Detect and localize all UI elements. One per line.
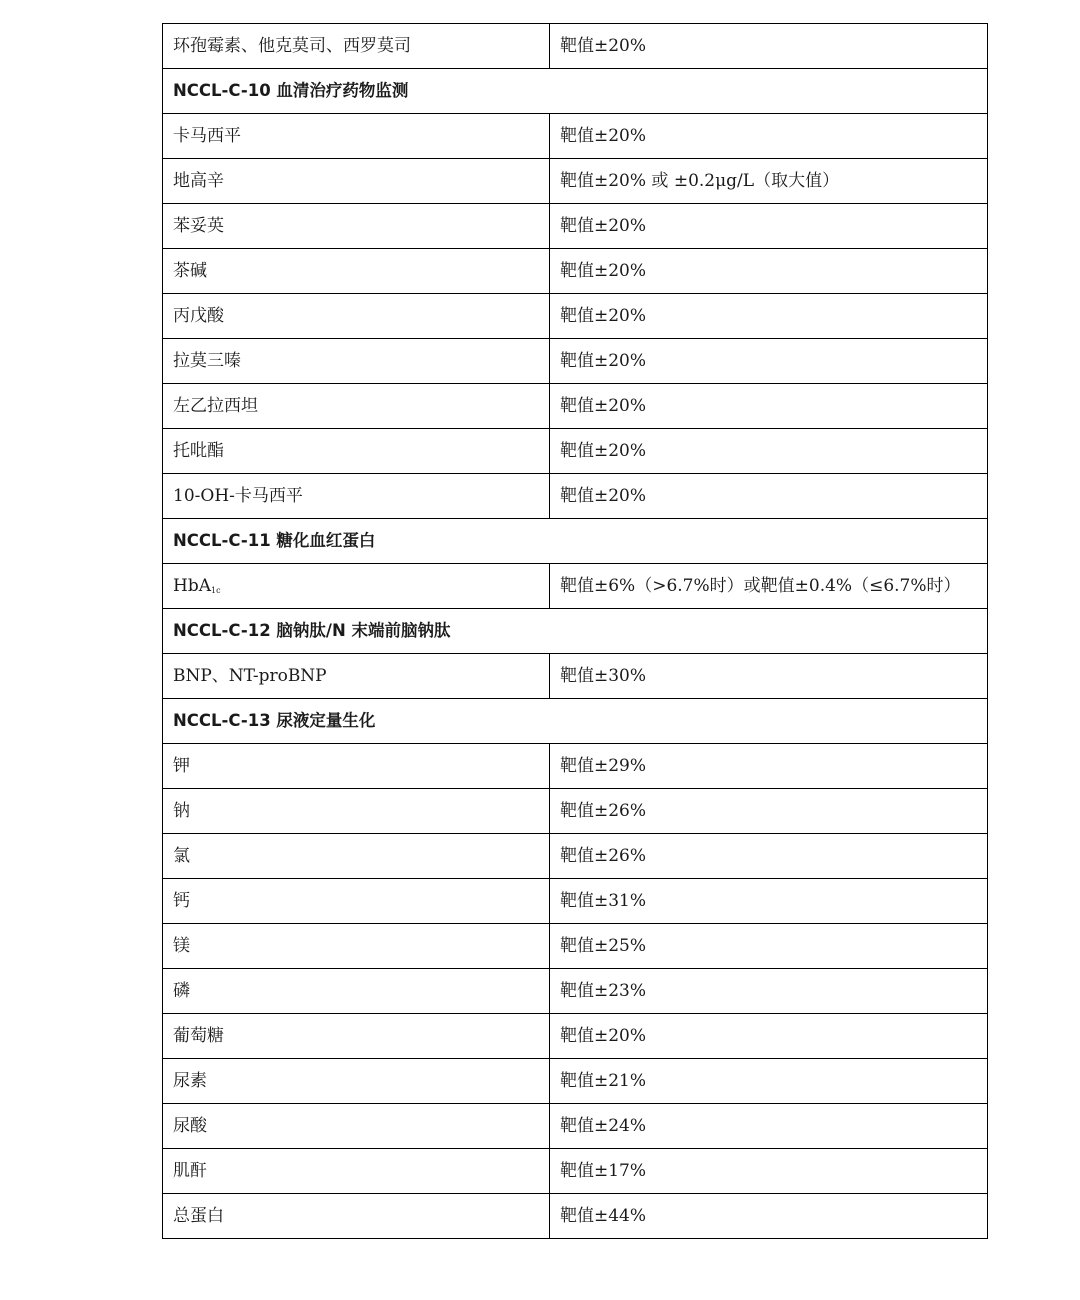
acceptance-criterion: 靶值±20% <box>550 249 988 294</box>
section-title: NCCL-C-12 脑钠肽/N 末端前脑钠肽 <box>163 609 988 654</box>
table-row <box>163 789 988 834</box>
analyte-name: 丙戊酸 <box>163 294 550 339</box>
table-row <box>163 1014 988 1059</box>
analyte-name <box>163 564 550 609</box>
acceptance-criterion: 靶值±20% <box>550 294 988 339</box>
analyte-name: 地高辛 <box>163 159 550 204</box>
analyte-name: 尿酸 <box>163 1104 550 1149</box>
table-row <box>163 159 988 204</box>
acceptance-criterion: 靶值±20% <box>550 114 988 159</box>
table-row <box>163 384 988 429</box>
acceptance-criterion: 靶值±20% <box>550 1014 988 1059</box>
analyte-name: BNP、NT-proBNP <box>163 654 550 699</box>
analyte-name: 尿素 <box>163 1059 550 1104</box>
acceptance-criterion: 靶值±44% <box>550 1194 988 1239</box>
analyte-name-main: HbA <box>173 575 211 596</box>
analyte-name: 苯妥英 <box>163 204 550 249</box>
analyte-name: 肌酐 <box>163 1149 550 1194</box>
section-title: NCCL-C-10 血清治疗药物监测 <box>163 69 988 114</box>
table-row <box>163 24 988 69</box>
acceptance-criterion: 靶值±29% <box>550 744 988 789</box>
analyte-name: 茶碱 <box>163 249 550 294</box>
table-body <box>163 24 988 1239</box>
analyte-name: 钾 <box>163 744 550 789</box>
section-header-row <box>163 699 988 744</box>
acceptance-criterion: 靶值±25% <box>550 924 988 969</box>
analyte-name: 10-OH-卡马西平 <box>163 474 550 519</box>
analyte-name: 钙 <box>163 879 550 924</box>
table-row <box>163 1059 988 1104</box>
analyte-name: 总蛋白 <box>163 1194 550 1239</box>
section-header-row <box>163 609 988 654</box>
section-title: NCCL-C-13 尿液定量生化 <box>163 699 988 744</box>
acceptance-criterion: 靶值±20% <box>550 384 988 429</box>
analyte-name: 钠 <box>163 789 550 834</box>
table-row <box>163 339 988 384</box>
acceptance-criterion: 靶值±17% <box>550 1149 988 1194</box>
analyte-name: 氯 <box>163 834 550 879</box>
acceptance-criterion: 靶值±23% <box>550 969 988 1014</box>
analyte-name: 环孢霉素、他克莫司、西罗莫司 <box>163 24 550 69</box>
acceptance-criterion: 靶值±31% <box>550 879 988 924</box>
section-header-row <box>163 69 988 114</box>
table-row <box>163 474 988 519</box>
table-row <box>163 114 988 159</box>
acceptance-criterion: 靶值±20% 或 ±0.2μg/L（取大值） <box>550 159 988 204</box>
table-row <box>163 564 988 609</box>
analyte-name: 镁 <box>163 924 550 969</box>
table-row <box>163 1149 988 1194</box>
analyte-name: 卡马西平 <box>163 114 550 159</box>
table-row <box>163 744 988 789</box>
acceptance-criterion: 靶值±20% <box>550 429 988 474</box>
analyte-name: 葡萄糖 <box>163 1014 550 1059</box>
table-row <box>163 1194 988 1239</box>
acceptance-criterion: 靶值±26% <box>550 789 988 834</box>
analyte-name-subscript: 1c <box>210 585 221 595</box>
acceptance-criterion: 靶值±20% <box>550 204 988 249</box>
section-header-row <box>163 519 988 564</box>
acceptance-criterion: 靶值±24% <box>550 1104 988 1149</box>
analyte-name: 拉莫三嗪 <box>163 339 550 384</box>
acceptance-criterion: 靶值±21% <box>550 1059 988 1104</box>
table-row <box>163 969 988 1014</box>
table-row <box>163 654 988 699</box>
analyte-name: 左乙拉西坦 <box>163 384 550 429</box>
acceptance-criterion: 靶值±26% <box>550 834 988 879</box>
analyte-name: 托吡酯 <box>163 429 550 474</box>
table-row <box>163 924 988 969</box>
table-row <box>163 879 988 924</box>
table-row <box>163 429 988 474</box>
table-row <box>163 249 988 294</box>
analyte-name: 磷 <box>163 969 550 1014</box>
section-title: NCCL-C-11 糖化血红蛋白 <box>163 519 988 564</box>
table-row <box>163 1104 988 1149</box>
acceptance-criterion: 靶值±30% <box>550 654 988 699</box>
acceptance-criteria-table <box>162 23 988 1239</box>
acceptance-criterion: 靶值±20% <box>550 339 988 384</box>
acceptance-criterion: 靶值±20% <box>550 24 988 69</box>
acceptance-criterion: 靶值±20% <box>550 474 988 519</box>
acceptance-criterion: 靶值±6%（>6.7%时）或靶值±0.4%（≤6.7%时） <box>550 564 988 609</box>
table-row <box>163 204 988 249</box>
table-row <box>163 294 988 339</box>
table-row <box>163 834 988 879</box>
